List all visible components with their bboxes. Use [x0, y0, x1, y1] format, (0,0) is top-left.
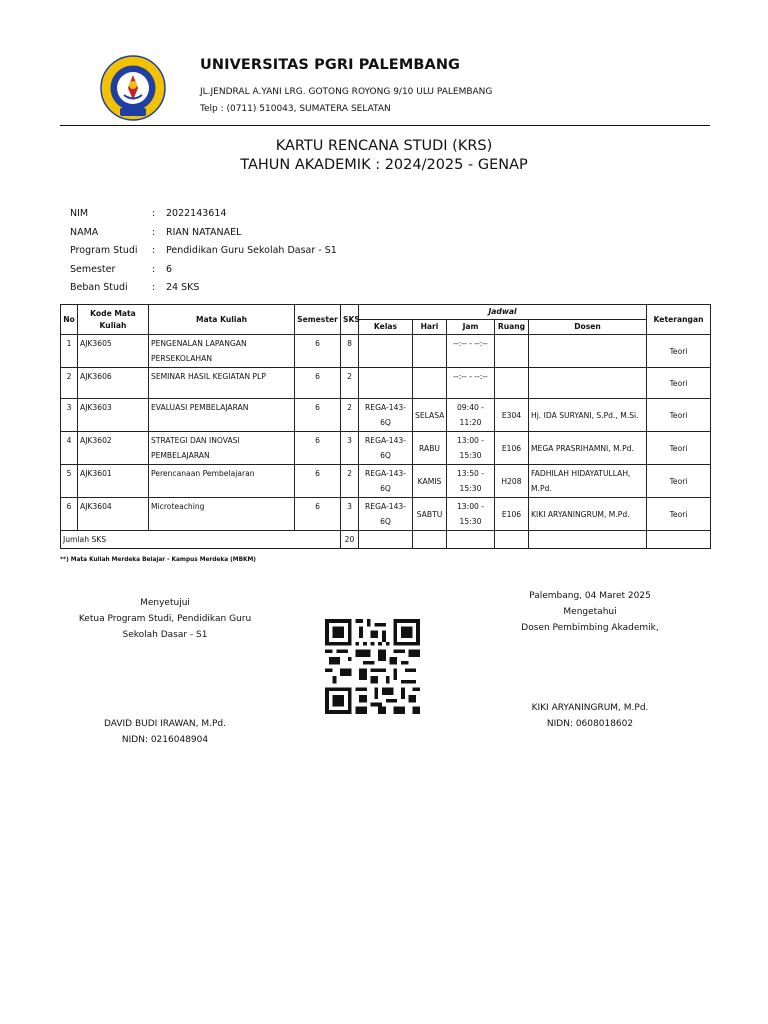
signatory-name: DAVID BUDI IRAWAN, M.Pd.: [103, 719, 226, 729]
table-row: [61, 498, 711, 531]
cell-sks: 3: [341, 498, 359, 531]
cell-sks: 2: [341, 399, 359, 432]
table-row: [61, 335, 711, 368]
info-row-program: [70, 245, 337, 264]
cell-ruang: [495, 335, 529, 368]
cell-jam: 13:50 - 15:30: [447, 465, 495, 498]
cell-dosen: [529, 335, 647, 368]
total-empty: [447, 531, 495, 549]
cell-kode: AJK3603: [78, 399, 149, 432]
advisor-nidn: NIDN: 0608018602: [546, 719, 634, 729]
total-empty: [647, 531, 711, 549]
cell-ruang: E304: [495, 399, 529, 432]
cell-kelas: [359, 368, 413, 399]
cell-kode: AJK3601: [78, 465, 149, 498]
header-divider: [60, 125, 710, 126]
info-separator: :: [152, 282, 156, 293]
cell-matkul: Microteaching: [149, 498, 295, 531]
info-label: Beban Studi: [70, 282, 128, 293]
table-row: [61, 432, 711, 465]
header-dosen: Dosen: [529, 320, 647, 335]
document-title: KARTU RENCANA STUDI (KRS): [275, 138, 493, 154]
cell-jam: --:-- - --:--: [447, 335, 495, 368]
info-separator: :: [152, 226, 156, 238]
table-body: [61, 335, 711, 531]
cell-dosen: MEGA PRASRIHAMNI, M.Pd.: [529, 432, 647, 465]
cell-sks: 2: [341, 465, 359, 498]
cell-semester: 6: [295, 368, 341, 399]
info-separator: :: [152, 208, 156, 219]
cell-kode: AJK3604: [78, 498, 149, 531]
cell-jam: 13:00 - 15:30: [447, 498, 495, 531]
signatory-nidn: NIDN: 0216048904: [121, 735, 209, 745]
info-separator: :: [152, 263, 156, 275]
cell-no: 5: [61, 465, 78, 498]
cell-matkul: Perencanaan Pembelajaran: [149, 465, 295, 498]
cell-kelas: [359, 335, 413, 368]
cell-jam: 09:40 - 11:20: [447, 399, 495, 432]
cell-semester: 6: [295, 465, 341, 498]
qr-code-icon: [325, 619, 420, 714]
cell-dosen: FADHILAH HIDAYATULLAH, M.Pd.: [529, 465, 647, 498]
cell-no: 2: [61, 368, 78, 399]
approval-role: Ketua Program Studi, Pendidikan Guru: [78, 614, 252, 624]
cell-no: 1: [61, 335, 78, 368]
table-row: [61, 399, 711, 432]
cell-hari: KAMIS: [413, 465, 447, 498]
cell-sks: 8: [341, 335, 359, 368]
info-label: Program Studi: [70, 245, 138, 256]
approval-role-cont: Sekolah Dasar - S1: [122, 630, 208, 640]
cell-keterangan: Teori: [647, 465, 711, 498]
info-row-semester: [70, 264, 337, 283]
header-semester: Semester: [295, 305, 341, 335]
cell-kelas: REGA-143-6Q: [359, 399, 413, 432]
cell-keterangan: Teori: [647, 498, 711, 531]
cell-keterangan: Teori: [647, 335, 711, 368]
info-value: RIAN NATANAEL: [166, 226, 242, 238]
cell-ruang: H208: [495, 465, 529, 498]
header-no: No: [61, 305, 78, 335]
cell-semester: 6: [295, 498, 341, 531]
table-row: [61, 465, 711, 498]
cell-ruang: E106: [495, 498, 529, 531]
acknowledgement-heading: Mengetahui: [563, 607, 617, 617]
info-label: NIM: [70, 208, 89, 219]
cell-keterangan: Teori: [647, 399, 711, 432]
info-value: Pendidikan Guru Sekolah Dasar - S1: [166, 245, 337, 256]
table-header-row: [61, 305, 711, 320]
cell-kelas: REGA-143-6Q: [359, 465, 413, 498]
krs-table: [60, 304, 711, 549]
cell-kode: AJK3606: [78, 368, 149, 399]
cell-keterangan: Teori: [647, 432, 711, 465]
university-logo-icon: [100, 55, 166, 121]
total-empty: [495, 531, 529, 549]
header-hari: Hari: [413, 320, 447, 335]
acknowledgement-block: [490, 588, 690, 636]
cell-dosen: Hj. IDA SURYANI, S.Pd., M.Si.: [529, 399, 647, 432]
university-phone: Telp : (0711) 510043, SUMATERA SELATAN: [200, 104, 391, 114]
header-sks: SKS: [341, 305, 359, 335]
info-value: 2022143614: [166, 208, 227, 219]
header-keterangan: Keterangan: [647, 305, 711, 335]
cell-keterangan: Teori: [647, 368, 711, 399]
info-value: 6: [166, 263, 173, 275]
header-jadwal: Jadwal: [359, 305, 647, 320]
info-row-nim: [70, 208, 337, 227]
header-kelas: Kelas: [359, 320, 413, 335]
cell-hari: SABTU: [413, 498, 447, 531]
cell-kode: AJK3602: [78, 432, 149, 465]
total-row: [61, 531, 711, 549]
cell-kelas: REGA-143-6Q: [359, 432, 413, 465]
info-label: Semester: [70, 263, 116, 275]
info-row-beban: [70, 282, 337, 301]
total-empty: [413, 531, 447, 549]
cell-no: 3: [61, 399, 78, 432]
cell-semester: 6: [295, 432, 341, 465]
total-empty: [529, 531, 647, 549]
total-label: Jumlah SKS: [61, 531, 341, 549]
mbkm-note: **) Mata Kuliah Merdeka Belajar - Kampus Merdeka (MBKM): [60, 557, 256, 563]
cell-matkul: SEMINAR HASIL KEGIATAN PLP: [149, 368, 295, 399]
academic-year-title: TAHUN AKADEMIK : 2024/2025 - GENAP: [240, 157, 528, 173]
total-sks: 20: [341, 531, 359, 549]
cell-matkul: EVALUASI PEMBELAJARAN: [149, 399, 295, 432]
cell-dosen: [529, 368, 647, 399]
approval-heading: Menyetujui: [140, 598, 190, 608]
info-value: 24 SKS: [166, 282, 200, 293]
cell-jam: --:-- - --:--: [447, 368, 495, 399]
cell-semester: 6: [295, 335, 341, 368]
header-kode: Kode Mata Kuliah: [78, 305, 149, 335]
cell-dosen: KIKI ARYANINGRUM, M.Pd.: [529, 498, 647, 531]
total-empty: [359, 531, 413, 549]
advisor-role: Dosen Pembimbing Akademik,: [521, 623, 659, 633]
student-info: [70, 208, 337, 301]
advisor-name: KIKI ARYANINGRUM, M.Pd.: [531, 703, 649, 713]
approval-signatory: [60, 716, 270, 748]
cell-no: 6: [61, 498, 78, 531]
header-matkul: Mata Kuliah: [149, 305, 295, 335]
info-row-nama: [70, 227, 337, 246]
cell-jam: 13:00 - 15:30: [447, 432, 495, 465]
cell-matkul: STRATEGI DAN INOVASI PEMBELAJARAN: [149, 432, 295, 465]
cell-hari: SELASA: [413, 399, 447, 432]
cell-hari: [413, 368, 447, 399]
cell-matkul: PENGENALAN LAPANGAN PERSEKOLAHAN: [149, 335, 295, 368]
header-ruang: Ruang: [495, 320, 529, 335]
cell-sks: 2: [341, 368, 359, 399]
cell-kode: AJK3605: [78, 335, 149, 368]
info-separator: :: [152, 245, 156, 256]
cell-hari: RABU: [413, 432, 447, 465]
university-name: UNIVERSITAS PGRI PALEMBANG: [200, 57, 461, 73]
university-address: JL.JENDRAL A.YANI LRG. GOTONG ROYONG 9/10 ULU PALEMBANG: [200, 87, 493, 97]
table-row: [61, 368, 711, 399]
cell-sks: 3: [341, 432, 359, 465]
cell-ruang: E106: [495, 432, 529, 465]
cell-kelas: REGA-143-6Q: [359, 498, 413, 531]
header-jam: Jam: [447, 320, 495, 335]
cell-no: 4: [61, 432, 78, 465]
advisor-signatory: [490, 700, 690, 732]
cell-ruang: [495, 368, 529, 399]
approval-block: [60, 595, 270, 643]
info-label: NAMA: [70, 226, 99, 238]
place-date: Palembang, 04 Maret 2025: [529, 591, 651, 601]
cell-hari: [413, 335, 447, 368]
cell-semester: 6: [295, 399, 341, 432]
